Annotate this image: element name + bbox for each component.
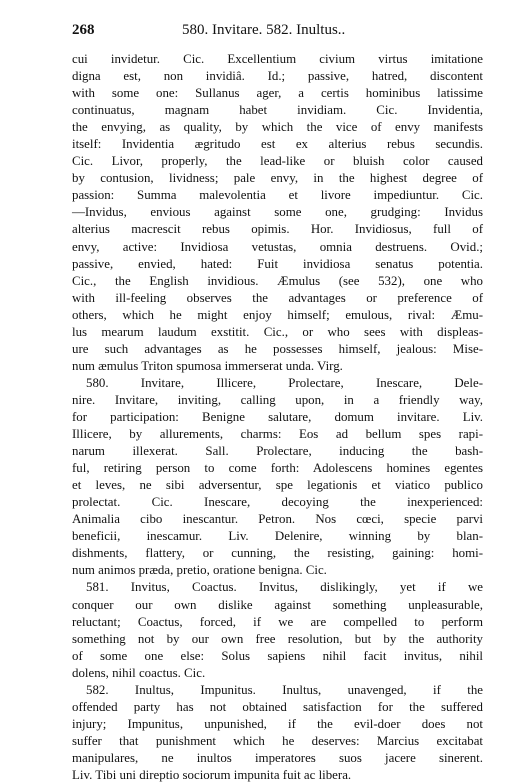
running-head (72, 21, 483, 43)
page-number: 268 (72, 22, 95, 38)
text-line: ure such advantages as he possesses himself, jealous: Mise- (72, 341, 483, 356)
text-line: with some one: Sullanus ager, a certis hominibus latissime (72, 86, 483, 101)
text-line: nire. Invitare, inviting, calling upon, in a friendly way, (72, 392, 483, 407)
text-line: cui invidetur. Cic. Excellentium civium virtus imitatione (72, 52, 483, 66)
text-line: with ill-feeling observes the advantages or preference of (72, 290, 483, 305)
body-text (72, 51, 483, 784)
text-line: itself: Invidentia ægritudo est ex alterius rebus secundis. (72, 137, 483, 152)
text-line: dolens, nihil coactus. Cic. (72, 665, 206, 680)
text-line: others, which he might enjoy himself; emulous, rival: Æmu- (72, 307, 483, 322)
text-line: lus mearum laudum exstitit. Cic., or who sees with displeas- (72, 324, 483, 339)
text-line: 581. Invitus, Coactus. Invitus, dislikingly, yet if we (86, 580, 483, 595)
text-line: 580. Invitare, Illicere, Prolectare, Inescare, Dele- (86, 375, 483, 390)
text-line: Cic. Livor, properly, the lead-like or bluish color caused (72, 154, 483, 169)
text-line: 582. Inultus, Impunitus. Inultus, unavenged, if the (86, 682, 483, 697)
text-line: by contusion, lividness; pale envy, in the highest degree of (72, 171, 483, 186)
text-line: for participation: Benigne salutare, domum invitare. Liv. (72, 409, 483, 424)
text-line: —Invidus, envious against some one, grudging: Invidus (72, 205, 483, 220)
text-line: the envying, as quality, by which the vice of envy manifests (72, 120, 483, 135)
text-line: digna est, non invidiâ. Id.; passive, hatred, discontent (72, 69, 483, 84)
text-line: offended party has not obtained satisfaction for the suffered (72, 699, 483, 714)
text-line: conquer our own dislike against something unpleasurable, (72, 597, 483, 612)
text-line: Liv. Tibi uni direptio sociorum impunita fuit ac libera. (72, 767, 352, 782)
text-line: reluctant; Coactus, forced, if we are compelled to perform (72, 614, 483, 629)
text-line: suffer that punishment which he deserves: Marcius excitabat (72, 733, 483, 748)
text-line: Animalia cibo inescantur. Petron. Nos cœci, specie parvi (72, 512, 483, 527)
text-line: manipulares, ne inultos imperatores suos jacere sinerent. (72, 750, 483, 765)
text-line: alterius macrescit rebus opimis. Hor. Invidiosus, full of (72, 222, 483, 237)
text-line: dishments, flattery, or cunning, the resisting, gaining: homi- (72, 546, 483, 561)
running-title: 580. Invitare. 582. Inultus.. (182, 22, 346, 38)
text-line: prolectat. Cic. Inescare, decoying the inexperienced: (72, 495, 483, 510)
text-line: continuatus, magnam habet invidiam. Cic. Invidentia, (72, 103, 483, 118)
text-line: et leves, ne sibi adversentur, spe legationis et viatico publico (72, 478, 483, 493)
text-line: Illicere, by allurements, charms: Eos ad bellum spes rapi- (72, 427, 483, 442)
text-line: of some one else: Solus sapiens nihil facit invitus, nihil (72, 648, 483, 663)
text-line: something not by our own free resolution, but by the authority (72, 631, 483, 646)
text-line: passive, envied, hated: Fuit invidiosa senatus potentia. (72, 256, 483, 271)
text-line: injury; Impunitus, unpunished, if the evil-doer does not (72, 716, 483, 731)
text-line: narum illexerat. Sall. Prolectare, inducing the bash- (72, 444, 483, 459)
text-line: envy, active: Invidiosa vetustas, omnia destruens. Ovid.; (72, 239, 483, 254)
text-line: Cic., the English invidious. Æmulus (see 532), one who (72, 273, 483, 288)
text-line: num æmulus Triton spumosa immerserat unda. Virg. (72, 358, 343, 373)
text-line: ful, retiring person to come forth: Adolescens homines egentes (72, 461, 483, 476)
text-line: passion: Summa malevolentia et livore impediuntur. Cic. (72, 188, 483, 203)
text-line: beneficii, inescamur. Liv. Delenire, winning by blan- (72, 529, 483, 544)
text-line: num animos præda, pretio, oratione benigna. Cic. (72, 563, 327, 578)
